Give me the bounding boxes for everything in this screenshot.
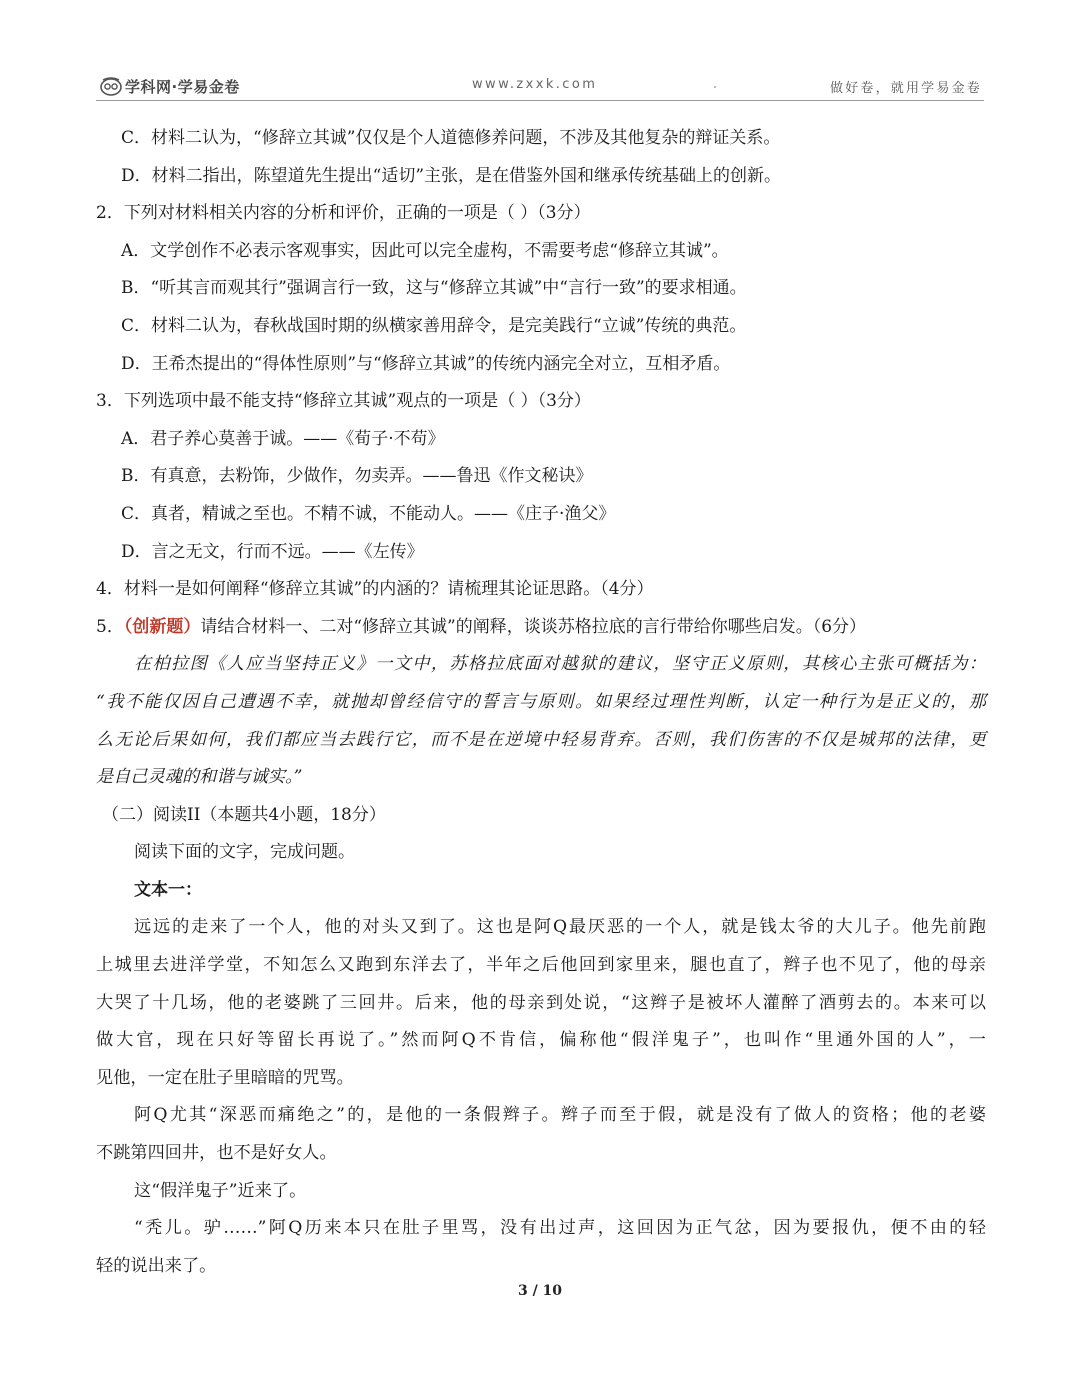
q5-number: 5． (96, 616, 124, 637)
passage-line: 轻的说出来了。 (96, 1255, 217, 1276)
passage-line: 远远的走来了一个人，他的对头又到了。这也是阿Q最厌恶的一个人，就是钱太爷的大儿子。他先前跑 (134, 917, 986, 938)
q5-innovation-tag: （创新题） (123, 616, 201, 637)
q2-option-b: B．“听其言而观其行”强调言行一致，这与“修辞立其诚”中“言行一致”的要求相通。 (121, 278, 747, 299)
page-number: 3 / 10 (517, 1283, 563, 1299)
q5-stem: 请结合材料一、二对“修辞立其诚”的阐释，谈谈苏格拉底的言行带给你哪些启发。（6分） (200, 616, 867, 637)
header-dot (714, 86, 716, 88)
q2-stem: 2．下列对材料相关内容的分析和评价，正确的一项是（ ）（3分） (96, 203, 591, 224)
site-url: www.zxxk.com (472, 77, 598, 92)
passage-line: 上城里去进洋学堂，不知怎么又跑到东洋去了，半年之后他回到家里来，腿也直了，辫子也不见了，他的母亲 (96, 955, 986, 976)
passage-paragraph-3 (96, 1173, 986, 1211)
q3-option-b: B．有真意，去粉饰，少做作，勿卖弄。——鲁迅《作文秘诀》 (121, 466, 593, 487)
q3-option-c: C．真者，精诚之至也。不精不诚，不能动人。——《庄子·渔父》 (121, 503, 616, 524)
passage-line: 阿Q尤其“深恶而痛绝之”的，是他的一条假辫子。辫子而至于假，就是没有了做人的资格；他的老婆 (134, 1105, 986, 1126)
passage-line: 不跳第四回井，也不是好女人。 (96, 1143, 337, 1164)
q5-quote (96, 646, 986, 796)
text-one-label: 文本一： (134, 879, 202, 900)
passage-line: 这“假洋鬼子”近来了。 (134, 1180, 307, 1201)
q4-stem: 4．材料一是如何阐释“修辞立其诚”的内涵的？请梳理其论证思路。（4分） (96, 579, 654, 600)
q5-quote-line: 么无论后果如何，我们都应当去践行它，而不是在逆境中轻易背弃。否则，我们伤害的不仅是城邦的法律，更 (96, 729, 986, 750)
section-heading: （二）阅读II（本题共4小题，18分） (102, 804, 386, 825)
q2-option-c: C．材料二认为，春秋战国时期的纵横家善用辞令，是完美践行“立诚”传统的典范。 (121, 315, 747, 336)
brand-logo (100, 74, 240, 98)
q5-quote-line: 是自己灵魂的和谐与诚实。” (96, 767, 303, 788)
reading-instruction: 阅读下面的文字，完成问题。 (134, 842, 355, 863)
q2-option-a: A．文学创作不必表示客观事实，因此可以完全虚构，不需要考虑“修辞立其诚”。 (121, 240, 729, 261)
q5-quote-line: “我不能仅因自己遭遇不幸，就抛却曾经信守的誓言与原则。如果经过理性判断，认定一种行为是正义的，那 (96, 691, 986, 712)
q3-option-d: D．言之无文，行而不远。——《左传》 (121, 541, 424, 562)
passage-line: 做大官，现在只好等留长再说了。”然而阿Q不肯信，偏称他“假洋鬼子”，也叫作“里通外国的人”，一 (96, 1030, 986, 1051)
passage-paragraph-4 (96, 1210, 986, 1285)
q2-option-d: D．王希杰提出的“得体性原则”与“修辞立其诚”的传统内涵完全对立，互相矛盾。 (121, 353, 731, 374)
q5-quote-line: 在柏拉图《人应当坚持正义》一文中，苏格拉底面对越狱的建议，坚守正义原则，其核心主张可概括为： (134, 654, 986, 675)
passage-line: 大哭了十几场，他的老婆跳了三回井。后来，他的母亲到处说，“这辫子是被坏人灌醉了酒剪去的。本来可以 (96, 992, 986, 1013)
page-content (96, 120, 986, 1285)
q3-stem: 3．下列选项中最不能支持“修辞立其诚”观点的一项是（ ）（3分） (96, 391, 591, 412)
q5-stem-line (96, 609, 986, 647)
page-header (96, 72, 984, 101)
passage-paragraph-1 (96, 909, 986, 1097)
passage-line: 见他，一定在肚子里暗暗的咒骂。 (96, 1067, 354, 1088)
brand-name: 学科网·学易金卷 (125, 77, 240, 96)
passage-paragraph-2 (96, 1097, 986, 1172)
q3-option-a: A．君子养心莫善于诚。——《荀子·不苟》 (121, 428, 445, 449)
owl-logo-icon (100, 76, 122, 96)
header-slogan: 做好卷，就用学易金卷 (829, 81, 982, 96)
passage-line: “秃儿。驴……”阿Q历来本只在肚子里骂，没有出过声，这回因为正气忿，因为要报仇，便不由的轻 (134, 1218, 986, 1239)
q1-option-d: D．材料二指出，陈望道先生提出“适切”主张，是在借鉴外国和继承传统基础上的创新。 (121, 165, 782, 186)
q1-option-c: C．材料二认为，“修辞立其诚”仅仅是个人道德修养问题，不涉及其他复杂的辩证关系。 (121, 128, 781, 148)
